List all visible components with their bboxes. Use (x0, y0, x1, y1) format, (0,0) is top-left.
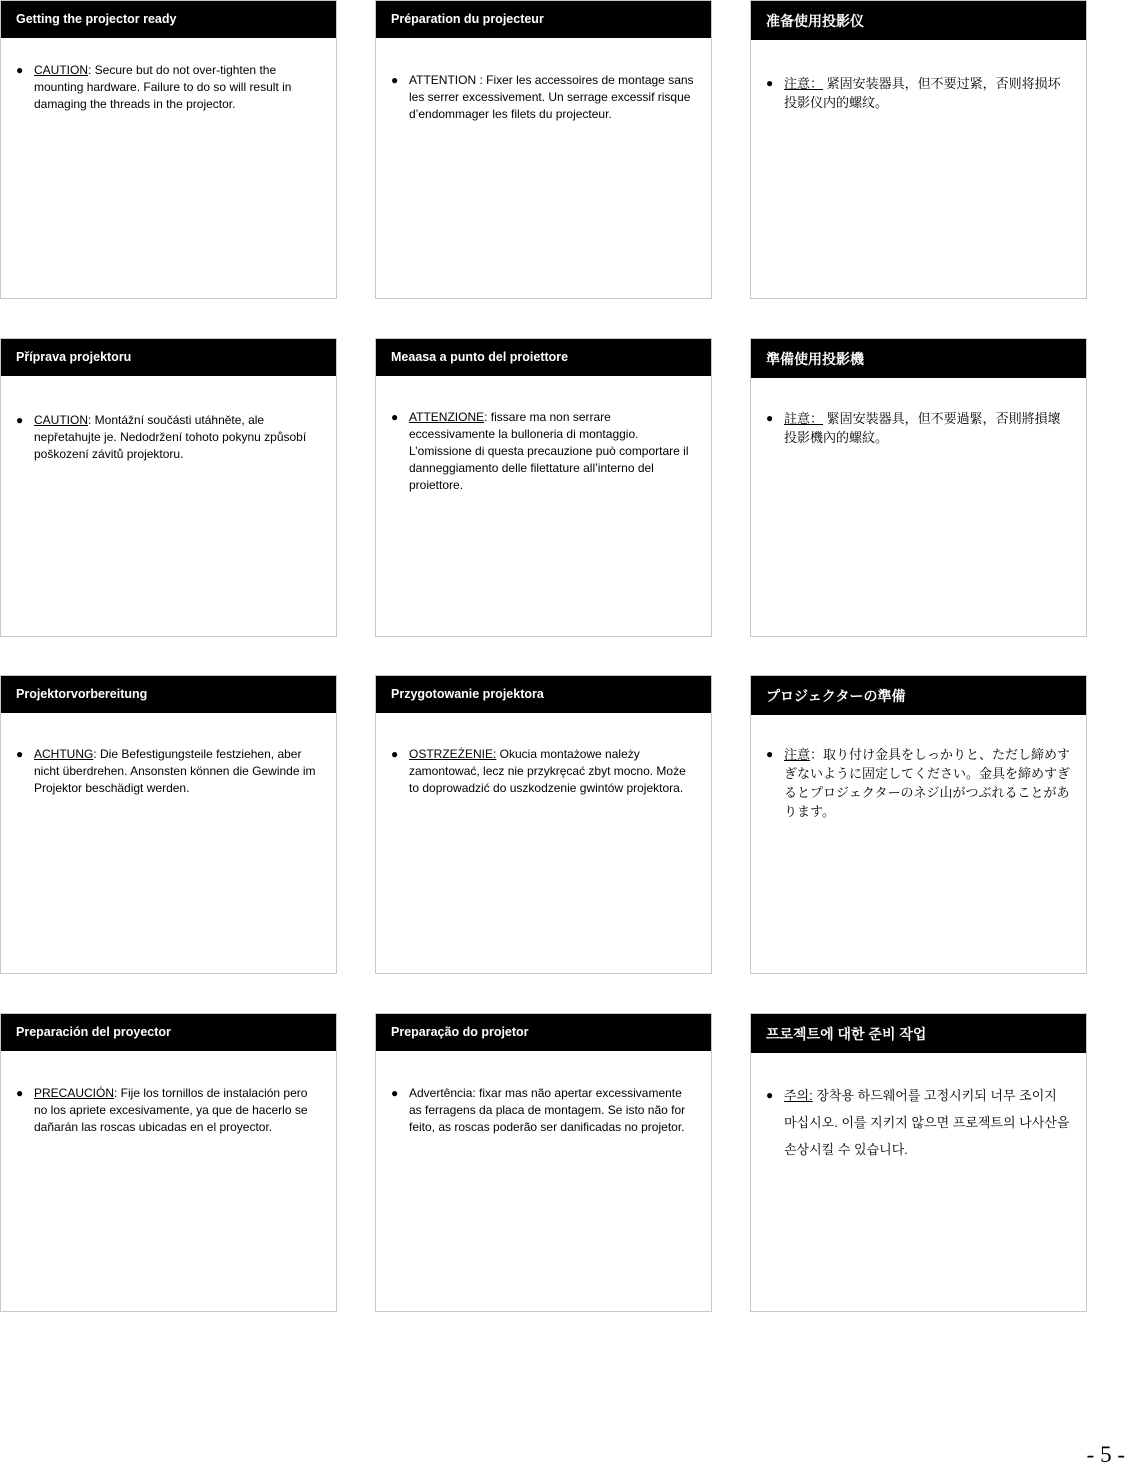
card-content (1, 412, 336, 463)
card-title: 프로젝트에 대한 준비 작업 (751, 1014, 1086, 1053)
caution-label: 주의: (784, 1088, 813, 1103)
card-zh-tw (750, 338, 1087, 637)
card-es (0, 1013, 337, 1312)
caution-label: 注意 (784, 747, 811, 762)
card-title: Projektorvorbereitung (1, 676, 336, 713)
card-title: Meaasa a punto del proiettore (376, 339, 711, 376)
bullet-icon: ● (16, 747, 24, 761)
caution-label: 註意： (784, 411, 824, 426)
bullet-icon: ● (766, 76, 774, 90)
caution-label: 注意： (784, 76, 824, 91)
caution-label: ACHTUNG (34, 747, 94, 761)
bullet-icon: ● (391, 73, 399, 87)
caution-text: : Die Befestigungsteile festziehen, aber nicht überdrehen. Ansonsten können die Gewinde im Projektor beschädigt werden. (34, 747, 316, 795)
caution-text: : Secure but do not over-tighten the mounting hardware. Failure to do so will result in damaging the threads in the projector. (34, 63, 292, 111)
bullet-icon: ● (391, 1086, 399, 1100)
card-title: 準備使用投影機 (751, 339, 1086, 378)
card-content (751, 74, 1086, 112)
caution-text: ：取り付け金具をしっかりと、ただし締めすぎないように固定してください。金具を締めすぎるとプロジェクターのネジ山がつぶれることがあります。 (784, 747, 1071, 819)
bullet-icon: ● (16, 413, 24, 427)
card-title: Preparación del proyector (1, 1014, 336, 1051)
card-zh-cn (750, 0, 1087, 299)
card-it (375, 338, 712, 637)
caution-label: PRECAUCIÓN (34, 1086, 115, 1100)
bullet-icon: ● (391, 747, 399, 761)
card-title: Przygotowanie projektora (376, 676, 711, 713)
bullet-icon: ● (766, 1088, 774, 1102)
card-content (376, 746, 711, 797)
caution-text: 紧固安装器具，但不要过紧，否则将损坏投影仪内的螺纹。 (784, 76, 1061, 110)
card-title: 准备使用投影仪 (751, 1, 1086, 40)
card-content (1, 746, 336, 797)
card-en (0, 0, 337, 299)
bullet-icon: ● (16, 63, 24, 77)
caution-text: 緊固安裝器具，但不要過緊，否則將損壞投影機內的螺紋。 (784, 411, 1061, 445)
card-cs (0, 338, 337, 637)
caution-text: Advertência: fixar mas não apertar excessivamente as ferragens da placa de montagem. Se isto não for feito, as roscas poderão ser danificadas no projetor. (409, 1086, 686, 1134)
card-fr (375, 0, 712, 299)
caution-text: ATTENTION : Fixer les accessoires de montage sans les serrer excessivement. Un serrage excessif risque d’endommager les filets du projecteur. (409, 73, 694, 121)
bullet-icon: ● (16, 1086, 24, 1100)
card-content (1, 1085, 336, 1136)
card-title: プロジェクターの準備 (751, 676, 1086, 715)
caution-text: Okucia montażowe należy zamontować, lecz nie przykręcać zbyt mocno. Może to doprowadzić do uszkodzenie gwintów projektora. (409, 747, 686, 795)
card-title: Příprava projektoru (1, 339, 336, 376)
card-content (376, 1085, 711, 1136)
card-content (1, 62, 336, 113)
caution-label: ATTENZIONE (409, 410, 485, 424)
bullet-icon: ● (391, 410, 399, 424)
caution-text: 장착용 하드웨어를 고정시키되 너무 조이지 마십시오. 이를 지키지 않으면 프로젝트의 나사산을 손상시킬 수 있습니다. (784, 1088, 1070, 1157)
caution-label: CAUTION (34, 63, 88, 77)
page-number: - 5 - (1086, 1442, 1125, 1467)
card-title: Préparation du projecteur (376, 1, 711, 38)
card-content (751, 745, 1086, 821)
card-content (751, 1082, 1086, 1163)
bullet-icon: ● (766, 747, 774, 761)
caution-label: OSTRZEŻENIE: (409, 747, 497, 761)
card-pl (375, 675, 712, 974)
caution-text: : Montážní součásti utáhněte, ale nepřetahujte je. Nedodržení tohoto pokynu způsobí poškození závitů projektoru. (34, 413, 307, 461)
card-title: Getting the projector ready (1, 1, 336, 38)
card-ja (750, 675, 1087, 974)
caution-text: : Fije los tornillos de instalación pero no los apriete excesivamente, ya que de hacerlo se dañarán las roscas ubicadas en el proyector. (34, 1086, 308, 1134)
caution-text: : fissare ma non serrare eccessivamente la bulloneria di montaggio. L’omissione di questa precauzione può comportare il danneggiamento delle filettature all’interno del proiettore. (409, 410, 689, 492)
card-content (376, 72, 711, 123)
card-content (376, 409, 711, 494)
card-ko (750, 1013, 1087, 1312)
caution-label: CAUTION (34, 413, 88, 427)
card-de (0, 675, 337, 974)
bullet-icon: ● (766, 411, 774, 425)
card-content (751, 409, 1086, 447)
card-pt (375, 1013, 712, 1312)
card-title: Preparação do projetor (376, 1014, 711, 1051)
